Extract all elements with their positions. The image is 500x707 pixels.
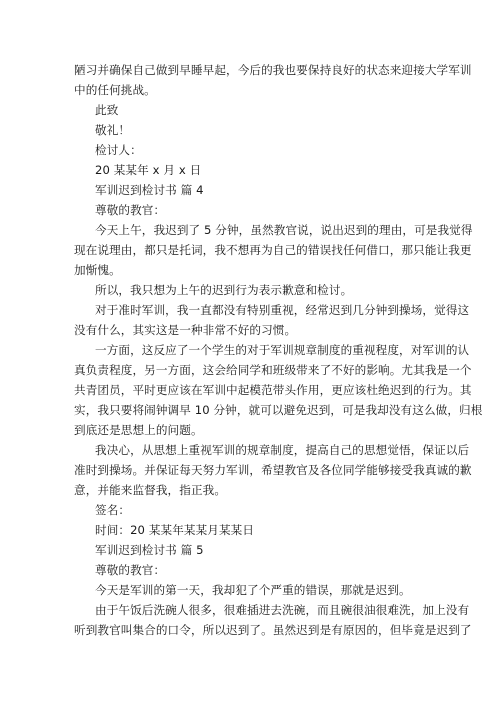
- text-line-29: 听到教官叫集合的口令，所以迟到了。虽然迟到是有原因的，但毕竟是迟到了: [74, 623, 472, 637]
- signature-label: 签名：: [95, 503, 131, 517]
- text-line-1: 陋习并确保自己做到早睡早起，今后的我也要保持良好的状态来迎接大学军训: [74, 63, 472, 77]
- text-line-19: 到底还是思想上的问题。: [74, 423, 203, 437]
- text-line-14: 没有什么，其实这是一种非常不好的习惯。: [74, 323, 297, 337]
- author-label: 检讨人：: [95, 143, 142, 157]
- text-line-28: 由于午饭后洗碗人很多，很难插进去洗碗，而且碗很油很难洗，加上没有: [95, 603, 470, 617]
- text-line-17: 共青团员，平时更应该在军训中起模范带头作用，更应该杜绝迟到的行为。其: [74, 383, 472, 397]
- closing-salutation: 此致: [95, 103, 119, 117]
- text-line-11: 加惭愧。: [74, 263, 121, 277]
- greeting-4: 尊敬的教官：: [95, 203, 166, 217]
- greeting-5: 尊敬的教官：: [95, 563, 166, 577]
- time-line: 时间：20 某某年某某月某某日: [95, 523, 255, 537]
- text-line-15: 一方面，这反应了一个学生的对于军训规章制度的重视程度，对军训的认: [95, 343, 470, 357]
- text-line-27: 今天是军训的第一天，我却犯了个严重的错误，那就是迟到。: [95, 583, 411, 597]
- text-line-16: 真负责程度，另一方面，这会给同学和班级带来了不好的影响。尤其我是一个: [74, 363, 472, 377]
- text-line-22: 意，并能来监督我，指正我。: [74, 483, 227, 497]
- text-line-12: 所以，我只想为上午的迟到行为表示歉意和检讨。: [95, 283, 353, 297]
- section-title-5: 军训迟到检讨书 篇 5: [95, 543, 204, 557]
- text-line-18: 实，我只要将闹钟调早 10 分钟，就可以避免迟到，可是我却没有这么做，归根: [74, 403, 483, 417]
- text-line-9: 今天上午，我迟到了 5 分钟，虽然教官说，说出迟到的理由，可是我觉得: [95, 223, 473, 237]
- text-line-10: 现在说理由，都只是托词，我不想再为自己的错误找任何借口，那只能让我更: [74, 243, 472, 257]
- date-line: 20 某某年 x 月 x 日: [95, 163, 202, 177]
- text-line-20: 我决心，从思想上重视军训的规章制度，提高自己的思想觉悟，保证以后: [95, 443, 470, 457]
- closing-respect: 敬礼！: [95, 123, 131, 137]
- text-line-13: 对于准时军训，我一直都没有特别重视，经常迟到几分钟到操场，觉得这: [95, 303, 470, 317]
- text-line-21: 准时到操场。并保证每天努力军训，希望教官及各位同学能够接受我真诚的歉: [74, 463, 472, 477]
- text-line-2: 中的任何挑战。: [74, 83, 156, 97]
- section-title-4: 军训迟到检讨书 篇 4: [95, 183, 204, 197]
